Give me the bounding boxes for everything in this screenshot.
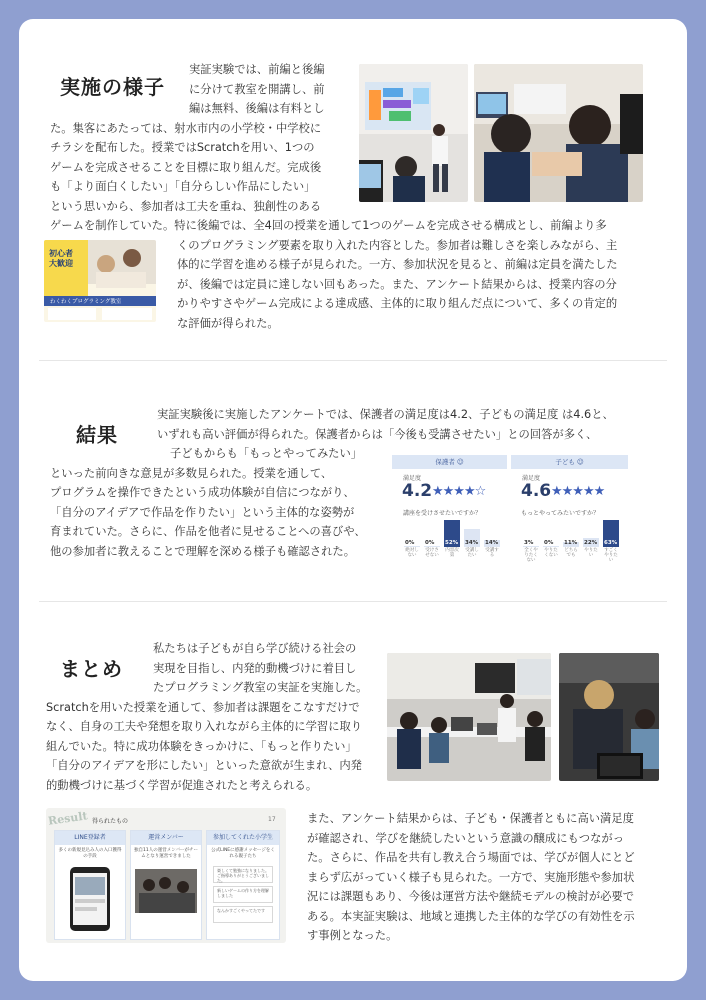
feedback-message: なんかすごくやってたです xyxy=(213,906,273,923)
text-line: が確認され、学びを継続したいという意識の醸成にもつながっ xyxy=(307,831,624,845)
result-slide-page: 17 xyxy=(268,816,276,823)
survey-bar-label: すごくやりたい xyxy=(604,548,618,563)
text-line: かりやすさやゲーム完成による達成感、主体的に取り組んだ点について、多くの肯定的 xyxy=(177,297,618,310)
summary-text-top xyxy=(153,639,383,698)
section-heading-results: 結果 xyxy=(76,423,118,447)
section-heading-implementation: 実施の様子 xyxy=(60,75,165,99)
text-line: た。集客にあたっては、射水市内の小学校・中学校に xyxy=(50,121,322,135)
child-bar-chart xyxy=(523,517,623,563)
text-line: 実現を目指し、内発的動機づけに着目し xyxy=(153,661,357,675)
text-line: た。さらに、作品を共有し教え合う場面では、学びが個人にとど xyxy=(307,851,635,864)
implementation-text-middle xyxy=(50,119,607,236)
text-line: という思いから、参加者は工夫を重ね、独創性のある xyxy=(50,199,322,213)
survey-bar-label: 受講したい xyxy=(465,548,479,558)
text-line: また、アンケート結果からは、子ども・保護者ともに高い満足度 xyxy=(307,812,634,825)
text-line: ゲームを制作していた。特に後編では、全4回の授業を通して1つのゲームを完成させる構成とし、前編より多 xyxy=(50,219,607,232)
text-line: 況には課題もあり、今後は運営方法や継続モデルの検討が必要で xyxy=(307,890,635,903)
result-column-head: 運営メンバー xyxy=(131,831,201,845)
survey-bar-label: 絶対しない xyxy=(405,548,419,558)
survey-bar xyxy=(404,546,420,547)
survey-bar-value: 0% xyxy=(544,540,554,546)
summary-text-bottom xyxy=(46,698,386,796)
text-line: 組んでいた。特に成功体験をきっかけに、「もっと作りたい」 xyxy=(46,739,357,753)
text-line: が、後編では定員に達しない回もあった。また、アンケート結果からは、授業内容の分 xyxy=(177,277,617,291)
results-text-bottom xyxy=(50,464,390,562)
text-line: Scratchを用いた授業を通して、参加者は課題をこなすだけで xyxy=(46,700,360,714)
text-line: 体的に学習を進める様子が見られた。一方、参加状況を見ると、前編は定員を満たした xyxy=(177,258,618,271)
child-question: もっとやってみたいですか？ xyxy=(521,510,600,517)
child-satisfaction-label: 満足度 xyxy=(522,475,541,482)
result-column-text: 公式LINEに感謝メッセージをくれる親子たち xyxy=(211,848,275,859)
survey-bar-label: どちらでも xyxy=(564,548,578,558)
parent-icon: ☺ xyxy=(456,458,464,466)
survey-bar-value: 11% xyxy=(564,540,578,546)
survey-bar-label: やりたい xyxy=(584,548,598,558)
students-computer-photo xyxy=(474,64,643,202)
child-score: 4.6 xyxy=(521,481,552,501)
result-stamp: Result xyxy=(47,809,89,828)
text-line: 実証実験後に実施したアンケートでは、保護者の満足度は4.2、子どもの満足度 は4.6と、 xyxy=(157,408,614,421)
text-line: 編は無料、後編は有料とし xyxy=(189,102,325,115)
phone-screenshot-image xyxy=(55,863,125,935)
text-line: な評価が得られた。 xyxy=(177,316,279,330)
flyer-subtitle: わくわくプログラミング教室 xyxy=(50,299,122,305)
feedback-message: 楽しくて勉強になりました。ご指導ありがとうございました。 xyxy=(213,866,273,883)
text-line: に分けて教室を開講し、前 xyxy=(189,82,325,96)
survey-bar-value: 14% xyxy=(485,540,499,546)
text-line: プログラムを操作できたという成功体験が自信につながり、 xyxy=(50,486,355,499)
text-line: 「自分のアイデアを形にしたい」といった意欲が生まれ、内発 xyxy=(46,759,362,772)
survey-results-panel xyxy=(392,455,628,575)
result-column-head: 参加してくれた小学生 xyxy=(207,831,279,845)
text-line: ある。本実証実験は、地域と連携した主体的な学びの有効性を示 xyxy=(307,909,635,923)
survey-bar xyxy=(424,546,440,547)
team-photo-image xyxy=(131,863,201,935)
survey-bar xyxy=(543,546,559,547)
flyer-title: 初心者大歓迎 xyxy=(49,249,73,268)
text-line: 的動機づけに基づく学習が促進されたと考えられる。 xyxy=(46,778,318,792)
summary-text-right xyxy=(307,809,652,946)
program-flyer-image xyxy=(44,240,156,322)
survey-bar-label: 全くやりたくない xyxy=(524,548,538,563)
page-card xyxy=(19,19,687,981)
mentoring-photo xyxy=(559,653,659,781)
section-divider xyxy=(39,360,667,361)
text-line: 「自分のアイデアで作品を作りたい」という主体的な姿勢が xyxy=(50,505,355,519)
result-column xyxy=(130,830,202,940)
guardian-label: 保護者 xyxy=(435,458,455,466)
guardian-star-rating: ★★★★☆ xyxy=(432,484,486,499)
child-header xyxy=(511,455,628,469)
child-icon: ☺ xyxy=(576,458,584,466)
text-line: も「より面白くしたい」「自分らしい作品にしたい」 xyxy=(50,180,316,193)
result-column-text: 独自11人の運営メンバーがチームとなり運営できました xyxy=(134,848,198,859)
section-heading-summary: まとめ xyxy=(60,657,123,681)
result-slide-title: 得られたもの xyxy=(92,818,129,825)
result-column xyxy=(54,830,126,940)
survey-bar xyxy=(523,546,539,547)
survey-bar-value: 52% xyxy=(445,540,459,546)
guardian-bar-chart xyxy=(404,517,504,559)
text-line: いずれも高い評価が得られた。保護者からは「今後も受講させたい」との回答が多く、 xyxy=(157,427,598,441)
implementation-text-top xyxy=(189,60,361,119)
text-line: す事例となった。 xyxy=(307,929,398,942)
survey-bar-value: 22% xyxy=(584,540,598,546)
text-line: くのプログラミング要素を取り入れた内容とした。参加者は難しさを楽しみながら、主 xyxy=(177,238,618,252)
section-divider xyxy=(39,601,667,602)
survey-bar-label: 受講する xyxy=(485,548,499,558)
text-line: 子どもからも「もっとやってみたい」 xyxy=(170,447,363,460)
guardian-satisfaction-label: 満足度 xyxy=(403,475,422,482)
guardian-header xyxy=(392,455,507,469)
child-label: 子ども xyxy=(555,458,575,466)
classroom-group-photo xyxy=(387,653,551,781)
survey-bar-label: やりたくない xyxy=(544,548,558,558)
child-star-rating: ★★★★★ xyxy=(551,484,605,499)
survey-bar-value: 0% xyxy=(425,540,435,546)
text-line: 私たちは子どもが自ら学び続ける社会の xyxy=(153,642,357,655)
survey-bar-value: 34% xyxy=(465,540,479,546)
text-line: ゲームを完成させることを目標に取り組んだ。完成後 xyxy=(50,160,322,174)
text-line: チラシを配布した。授業ではScratchを用い、1つの xyxy=(50,141,315,154)
result-column xyxy=(206,830,280,940)
survey-bar-label: 内容次第 xyxy=(445,548,459,558)
text-line: なく、自身の工夫や発想を取り入れながら主体的に学習に取り xyxy=(46,720,363,733)
result-column-text: 多くの新規見込み人の入口獲得の手段 xyxy=(58,848,122,859)
guardian-question: 講座を受けさせたいですか？ xyxy=(403,510,482,517)
implementation-text-bottom xyxy=(177,236,647,334)
text-line: たプログラミング教室の実証を実施した。 xyxy=(153,681,368,694)
feedback-message: 新しいゲームの作り方を理解しました xyxy=(213,886,273,903)
classroom-projector-photo xyxy=(359,64,468,202)
text-line: 育まれていた。さらに、作品を他者に見せることへの喜びや、 xyxy=(50,525,366,538)
result-column-head: LINE登録者 xyxy=(55,831,125,845)
text-line: といった前向きな意見が多数見られた。授業を通して、 xyxy=(50,466,333,480)
text-line: 実証実験では、前編と後編 xyxy=(189,63,325,76)
text-line: 他の参加者に教えることで理解を深める様子も確認された。 xyxy=(50,544,356,558)
text-line: まらず広がっていく様子も見られた。一方で、実施形態や参加状 xyxy=(307,870,635,884)
survey-bar-value: 0% xyxy=(405,540,415,546)
survey-bar-value: 63% xyxy=(604,540,618,546)
survey-bar-value: 3% xyxy=(524,540,534,546)
survey-bar-label: 受けさせない xyxy=(425,548,439,558)
result-slide-thumbnail xyxy=(46,808,286,943)
guardian-score: 4.2 xyxy=(402,481,433,501)
